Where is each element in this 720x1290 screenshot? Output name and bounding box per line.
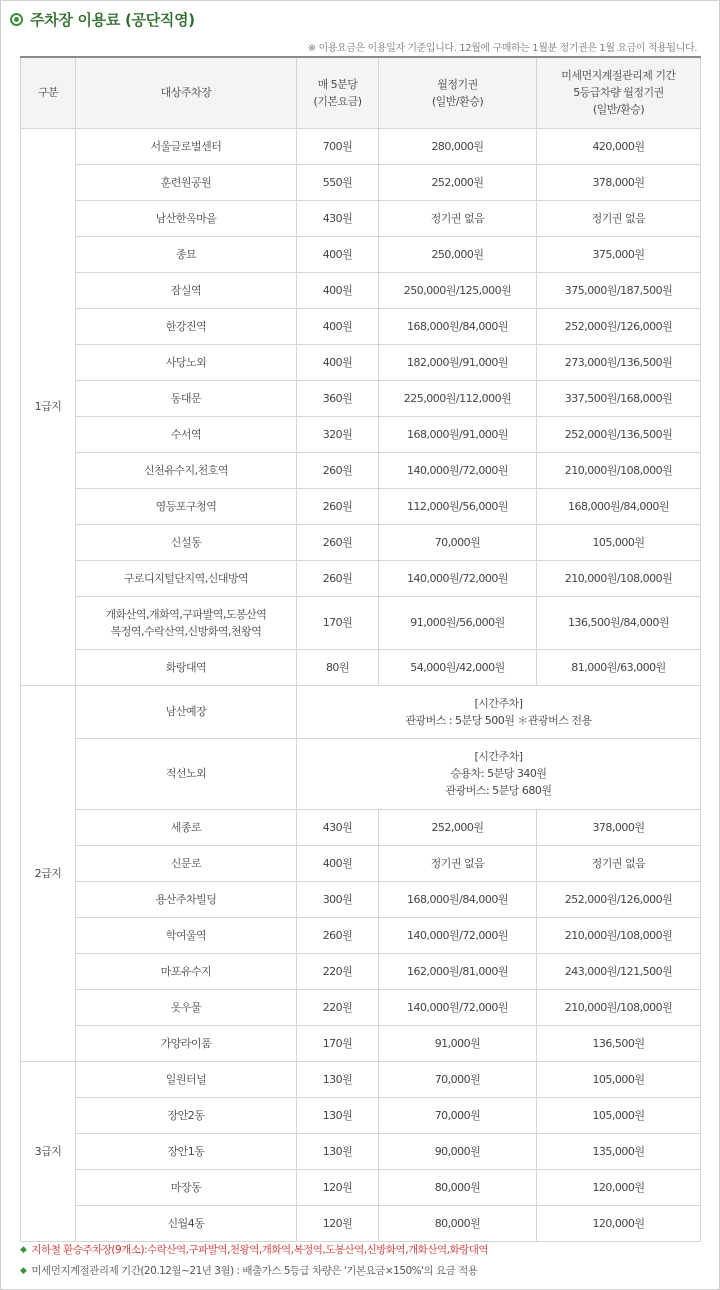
lot-cell: 서울글로벌센터: [76, 128, 297, 164]
merged-info-line: 승용차: 5분당 340원: [450, 767, 547, 780]
usage-note: ※ 이용요금은 이용일자 기준입니다. 12월에 구매하는 1월분 정기권은 1월 요금이 적용됩니다.: [307, 43, 697, 54]
grade-cell: 3급지: [21, 1061, 76, 1241]
lot-cell: 영등포구청역: [76, 488, 297, 524]
monthly-cell: 70,000원: [379, 524, 537, 560]
lot-cell: 적선노외: [76, 738, 297, 809]
header-rate: [297, 57, 379, 128]
dust-cell: 210,000원/108,000원: [537, 560, 701, 596]
dust-cell: 81,000원/63,000원: [537, 649, 701, 685]
header-lot: 대상주차장: [76, 57, 297, 128]
monthly-cell: 250,000원: [379, 236, 537, 272]
merged-info-line: 관광버스: 5분당 680원: [445, 784, 552, 797]
circle-bullet-icon: [10, 13, 23, 26]
table-row: [21, 128, 701, 164]
table-row: [21, 488, 701, 524]
rate-cell: 170원: [297, 596, 379, 649]
lot-cell: 장안2동: [76, 1097, 297, 1133]
table-row: [21, 236, 701, 272]
table-row: [21, 524, 701, 560]
monthly-cell: 70,000원: [379, 1061, 537, 1097]
grade-cell: 1급지: [21, 128, 76, 685]
rate-cell: 400원: [297, 236, 379, 272]
rate-cell: 550원: [297, 164, 379, 200]
monthly-cell: 182,000원/91,000원: [379, 344, 537, 380]
lot-cell: 마장동: [76, 1169, 297, 1205]
monthly-cell: 225,000원/112,000원: [379, 380, 537, 416]
rate-cell: 260원: [297, 452, 379, 488]
lot-line: 개화산역,개화역,구파발역,도봉산역: [105, 607, 267, 621]
monthly-cell: 168,000원/84,000원: [379, 881, 537, 917]
dust-cell: 105,000원: [537, 1097, 701, 1133]
table-body: [21, 128, 701, 1241]
dust-cell: 210,000원/108,000원: [537, 989, 701, 1025]
rate-cell: 260원: [297, 488, 379, 524]
merged-info-line: [시간주차]: [474, 696, 523, 710]
dust-cell: 252,000원/136,500원: [537, 416, 701, 452]
rate-cell: 400원: [297, 845, 379, 881]
rate-cell: 120원: [297, 1169, 379, 1205]
rate-cell: 220원: [297, 989, 379, 1025]
lot-cell: 동대문: [76, 380, 297, 416]
monthly-cell: 54,000원/42,000원: [379, 649, 537, 685]
header-monthly: [379, 57, 537, 128]
lot-cell: 신천유수지,천호역: [76, 452, 297, 488]
lot-cell: 신문로: [76, 845, 297, 881]
rate-cell: 130원: [297, 1061, 379, 1097]
lot-cell: 신월4동: [76, 1205, 297, 1241]
dust-cell: 243,000원/121,500원: [537, 953, 701, 989]
lot-cell: 사당노외: [76, 344, 297, 380]
rate-cell: 400원: [297, 272, 379, 308]
merged-info-cell: [297, 738, 701, 809]
rate-cell: 120원: [297, 1205, 379, 1241]
table-row: [21, 272, 701, 308]
monthly-cell: 252,000원: [379, 164, 537, 200]
header-grade: 구분: [21, 57, 76, 128]
lot-cell: 훈련원공원: [76, 164, 297, 200]
rate-cell: 430원: [297, 200, 379, 236]
merged-info-line: [시간주차]: [474, 750, 523, 763]
table-row: [21, 917, 701, 953]
rate-cell: 360원: [297, 380, 379, 416]
table-row: [21, 344, 701, 380]
lot-cell: 종묘: [76, 236, 297, 272]
dust-cell: 375,000원/187,500원: [537, 272, 701, 308]
lot-cell: 남산한옥마을: [76, 200, 297, 236]
dust-cell: 정기권 없음: [537, 200, 701, 236]
monthly-cell: 80,000원: [379, 1169, 537, 1205]
header-dust-line: (일반/환승): [592, 103, 645, 117]
merged-info-cell: [297, 685, 701, 738]
dust-cell: 273,000원/136,500원: [537, 344, 701, 380]
dust-cell: 378,000원: [537, 809, 701, 845]
rate-cell: 170원: [297, 1025, 379, 1061]
table-row: [21, 989, 701, 1025]
table-row: [21, 416, 701, 452]
table-row: [21, 1061, 701, 1097]
merged-info-line: 관광버스 : 5분당 500원 ＊관광버스 전용: [405, 713, 592, 727]
header-dust-line: 5등급차량 월정기권: [573, 86, 664, 100]
lot-cell: 학여울역: [76, 917, 297, 953]
lot-cell: 옷우물: [76, 989, 297, 1025]
table-row: [21, 200, 701, 236]
dust-cell: 120,000원: [537, 1169, 701, 1205]
monthly-cell: 140,000원/72,000원: [379, 989, 537, 1025]
table-row: [21, 685, 701, 738]
monthly-cell: 90,000원: [379, 1133, 537, 1169]
header-dust: [537, 57, 701, 128]
table-header-row: [21, 57, 701, 128]
dust-cell: 420,000원: [537, 128, 701, 164]
dust-cell: 252,000원/126,000원: [537, 881, 701, 917]
rate-cell: 430원: [297, 809, 379, 845]
grade-cell: 2급지: [21, 685, 76, 1061]
dust-cell: 378,000원: [537, 164, 701, 200]
header-dust-line: 미세먼지계절관리제 기간: [561, 69, 676, 83]
diamond-bullet-icon: ◆: [20, 1265, 27, 1276]
lot-line: 복정역,수락산역,신방화역,천왕역: [110, 624, 262, 638]
dust-cell: 337,500원/168,000원: [537, 380, 701, 416]
dust-cell: 정기권 없음: [537, 845, 701, 881]
rate-cell: 700원: [297, 128, 379, 164]
table-row: [21, 881, 701, 917]
monthly-cell: 80,000원: [379, 1205, 537, 1241]
footnote-transfer: [20, 1242, 488, 1257]
rate-cell: 260원: [297, 524, 379, 560]
lot-cell: 세종로: [76, 809, 297, 845]
monthly-cell: 252,000원: [379, 809, 537, 845]
lot-cell: 남산예장: [76, 685, 297, 738]
monthly-cell: 91,000원/56,000원: [379, 596, 537, 649]
lot-cell: 수서역: [76, 416, 297, 452]
lot-cell: 가양라이품: [76, 1025, 297, 1061]
monthly-cell: 140,000원/72,000원: [379, 560, 537, 596]
lot-cell: 잠실역: [76, 272, 297, 308]
dust-cell: 210,000원/108,000원: [537, 452, 701, 488]
table-row: [21, 1169, 701, 1205]
table-row: [21, 953, 701, 989]
table-row: [21, 1133, 701, 1169]
rate-cell: 400원: [297, 308, 379, 344]
rate-cell: 130원: [297, 1133, 379, 1169]
monthly-cell: 140,000원/72,000원: [379, 917, 537, 953]
monthly-cell: 162,000원/81,000원: [379, 953, 537, 989]
rate-cell: 300원: [297, 881, 379, 917]
table-row: [21, 164, 701, 200]
monthly-cell: 140,000원/72,000원: [379, 452, 537, 488]
dust-cell: 105,000원: [537, 1061, 701, 1097]
table-row: [21, 452, 701, 488]
footnote-text: 지하철 환승주차장(9개소):수락산역,구파발역,천왕역,개화역,복정역,도봉산역,신방화역,개화산역,화랑대역: [31, 1244, 489, 1256]
monthly-cell: 91,000원: [379, 1025, 537, 1061]
lot-cell: 용산주차빌딩: [76, 881, 297, 917]
dust-cell: 252,000원/126,000원: [537, 308, 701, 344]
lot-cell: 한강진역: [76, 308, 297, 344]
table-row: [21, 596, 701, 649]
footnote-dust: [20, 1263, 477, 1278]
monthly-cell: 70,000원: [379, 1097, 537, 1133]
table-row: [21, 380, 701, 416]
rate-cell: 260원: [297, 917, 379, 953]
monthly-cell: 250,000원/125,000원: [379, 272, 537, 308]
lot-cell: 장안1동: [76, 1133, 297, 1169]
dust-cell: 168,000원/84,000원: [537, 488, 701, 524]
rate-cell: 400원: [297, 344, 379, 380]
rate-cell: 320원: [297, 416, 379, 452]
header-monthly-line: (일반/환승): [431, 94, 484, 108]
dust-cell: 120,000원: [537, 1205, 701, 1241]
dust-cell: 105,000원: [537, 524, 701, 560]
lot-cell: 신설동: [76, 524, 297, 560]
lot-cell: 구로디지털단지역,신대방역: [76, 560, 297, 596]
title-row: [10, 6, 195, 32]
dust-cell: 136,500원/84,000원: [537, 596, 701, 649]
lot-cell: 화랑대역: [76, 649, 297, 685]
table-row: [21, 809, 701, 845]
header-monthly-line: 월정기권: [437, 77, 478, 91]
table-row: [21, 845, 701, 881]
dust-cell: 210,000원/108,000원: [537, 917, 701, 953]
rate-cell: 220원: [297, 953, 379, 989]
table-row: [21, 1097, 701, 1133]
monthly-cell: 168,000원/84,000원: [379, 308, 537, 344]
table-row: [21, 738, 701, 809]
monthly-cell: 112,000원/56,000원: [379, 488, 537, 524]
table-row: [21, 560, 701, 596]
table-row: [21, 1025, 701, 1061]
dust-cell: 136,500원: [537, 1025, 701, 1061]
monthly-cell: 정기권 없음: [379, 845, 537, 881]
rate-cell: 130원: [297, 1097, 379, 1133]
table-row: [21, 308, 701, 344]
dust-cell: 135,000원: [537, 1133, 701, 1169]
footnote-text: 미세먼지계절관리제 기간(20.12월~21년 3월) : 배출가스 5등급 차량은 '기본요금×150%'의 요금 적용: [31, 1265, 478, 1277]
diamond-bullet-icon: ◆: [20, 1244, 27, 1255]
monthly-cell: 280,000원: [379, 128, 537, 164]
monthly-cell: 정기권 없음: [379, 200, 537, 236]
table-row: [21, 1205, 701, 1241]
dust-cell: 375,000원: [537, 236, 701, 272]
header-rate-line: (기본요금): [313, 94, 362, 108]
monthly-cell: 168,000원/91,000원: [379, 416, 537, 452]
lot-cell: 마포유수지: [76, 953, 297, 989]
lot-cell: 일원터널: [76, 1061, 297, 1097]
page-title: 주차장 이용료 (공단직영): [30, 10, 195, 29]
table-row: [21, 649, 701, 685]
header-rate-line: 매 5분당: [317, 77, 358, 91]
fee-table: [20, 56, 701, 1242]
lot-cell: [76, 596, 297, 649]
rate-cell: 80원: [297, 649, 379, 685]
rate-cell: 260원: [297, 560, 379, 596]
